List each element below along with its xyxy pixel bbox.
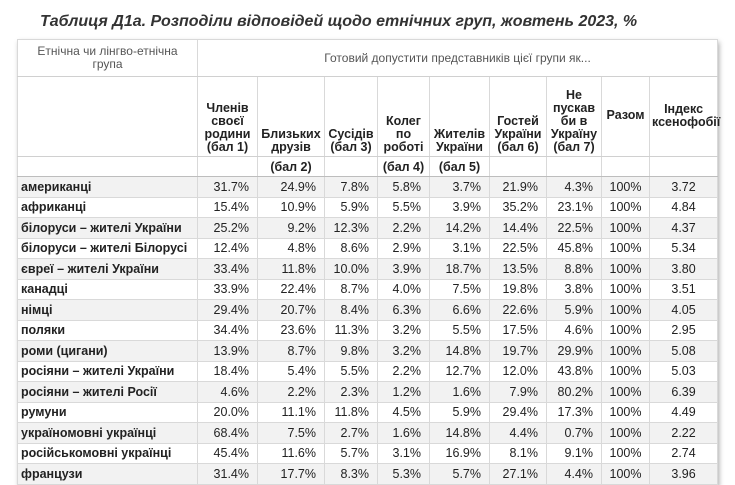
group-header-line1: Етнічна чи лінгво-етнічна — [37, 44, 178, 58]
row-group-label: німці — [18, 300, 198, 321]
total-cell: 100% — [602, 218, 650, 239]
percent-cell: 8.7% — [258, 341, 325, 362]
column-header-line: роботі — [383, 140, 424, 154]
percent-cell: 2.7% — [325, 423, 378, 444]
percent-cell: 16.9% — [430, 443, 490, 464]
table-row — [18, 300, 718, 321]
percent-cell: 2.2% — [378, 218, 430, 239]
percent-cell: 4.6% — [198, 382, 258, 403]
percent-cell: 35.2% — [490, 197, 547, 218]
percent-cell: 12.3% — [325, 218, 378, 239]
total-cell: 100% — [602, 341, 650, 362]
row-group-label: роми (цигани) — [18, 341, 198, 362]
table-row — [18, 443, 718, 464]
percent-cell: 1.6% — [430, 382, 490, 403]
sub-header-5: (бал 5) — [430, 157, 490, 177]
total-cell: 100% — [602, 320, 650, 341]
percent-cell: 3.2% — [378, 341, 430, 362]
percent-cell: 31.7% — [198, 177, 258, 198]
xenophobia-index-cell: 4.84 — [650, 197, 718, 218]
percent-cell: 15.4% — [198, 197, 258, 218]
percent-cell: 4.5% — [378, 402, 430, 423]
total-cell: 100% — [602, 197, 650, 218]
table-row — [18, 238, 718, 259]
column-header-line: (бал 7) — [553, 140, 595, 154]
percent-cell: 5.4% — [258, 361, 325, 382]
column-header-1 — [198, 77, 258, 157]
column-header-line: Сусідів — [328, 127, 374, 141]
percent-cell: 5.5% — [378, 197, 430, 218]
percent-cell: 18.4% — [198, 361, 258, 382]
percent-cell: 5.7% — [325, 443, 378, 464]
column-header-line: України — [436, 140, 483, 154]
row-group-label: африканці — [18, 197, 198, 218]
total-cell: 100% — [602, 464, 650, 485]
percent-cell: 5.9% — [430, 402, 490, 423]
row-group-label: американці — [18, 177, 198, 198]
percent-cell: 12.0% — [490, 361, 547, 382]
row-group-label: росіяни – жителі Росії — [18, 382, 198, 403]
percent-cell: 7.8% — [325, 177, 378, 198]
percent-cell: 5.5% — [325, 361, 378, 382]
percent-cell: 19.8% — [490, 279, 547, 300]
percent-cell: 9.1% — [547, 443, 602, 464]
percent-cell: 11.3% — [325, 320, 378, 341]
percent-cell: 21.9% — [490, 177, 547, 198]
sub-header-4: (бал 4) — [378, 157, 430, 177]
percent-cell: 3.2% — [378, 320, 430, 341]
group-column-header — [18, 40, 198, 77]
xenophobia-index-cell: 2.95 — [650, 320, 718, 341]
percent-cell: 11.1% — [258, 402, 325, 423]
total-cell: 100% — [602, 402, 650, 423]
percent-cell: 10.0% — [325, 259, 378, 280]
percent-cell: 8.4% — [325, 300, 378, 321]
percent-cell: 17.5% — [490, 320, 547, 341]
table-row — [18, 382, 718, 403]
percent-cell: 13.9% — [198, 341, 258, 362]
xenophobia-index-cell: 3.72 — [650, 177, 718, 198]
column-header-4 — [378, 77, 430, 157]
table-body — [18, 177, 718, 485]
percent-cell: 23.6% — [258, 320, 325, 341]
percent-cell: 14.8% — [430, 341, 490, 362]
sub-header-6 — [490, 157, 547, 177]
percent-cell: 22.6% — [490, 300, 547, 321]
percent-cell: 8.3% — [325, 464, 378, 485]
percent-cell: 34.4% — [198, 320, 258, 341]
percent-cell: 9.8% — [325, 341, 378, 362]
total-cell: 100% — [602, 177, 650, 198]
percent-cell: 18.7% — [430, 259, 490, 280]
column-header-5 — [430, 77, 490, 157]
percent-cell: 33.4% — [198, 259, 258, 280]
xenophobia-index-cell: 3.51 — [650, 279, 718, 300]
column-header-6 — [490, 77, 547, 157]
percent-cell: 7.5% — [430, 279, 490, 300]
percent-cell: 14.2% — [430, 218, 490, 239]
percent-cell: 5.9% — [325, 197, 378, 218]
column-header-line: Близьких — [261, 127, 321, 141]
total-cell: 100% — [602, 361, 650, 382]
header-row-sub — [18, 157, 718, 177]
percent-cell: 25.2% — [198, 218, 258, 239]
percent-cell: 20.7% — [258, 300, 325, 321]
xenophobia-index-cell: 6.39 — [650, 382, 718, 403]
total-cell: 100% — [602, 238, 650, 259]
sub-header-1 — [198, 157, 258, 177]
group-header-line2: група — [92, 57, 123, 71]
percent-cell: 17.7% — [258, 464, 325, 485]
percent-cell: 8.7% — [325, 279, 378, 300]
percent-cell: 4.0% — [378, 279, 430, 300]
percent-cell: 33.9% — [198, 279, 258, 300]
column-header-line: Гостей — [497, 114, 539, 128]
percent-cell: 20.0% — [198, 402, 258, 423]
percent-cell: 19.7% — [490, 341, 547, 362]
xenophobia-index-cell: 3.96 — [650, 464, 718, 485]
column-header-line: Членів — [206, 101, 249, 115]
row-group-label: білоруси – жителі України — [18, 218, 198, 239]
percent-cell: 3.1% — [430, 238, 490, 259]
column-header-8 — [602, 77, 650, 157]
percent-cell: 2.9% — [378, 238, 430, 259]
header-row-top — [18, 40, 718, 77]
percent-cell: 29.9% — [547, 341, 602, 362]
percent-cell: 2.2% — [258, 382, 325, 403]
column-header-line: Колег — [386, 114, 421, 128]
table-row — [18, 423, 718, 444]
percent-cell: 22.5% — [490, 238, 547, 259]
percent-cell: 7.9% — [490, 382, 547, 403]
percent-cell: 17.3% — [547, 402, 602, 423]
sub-header-blank-cell — [18, 157, 198, 177]
column-header-9 — [650, 77, 721, 157]
percent-cell: 68.4% — [198, 423, 258, 444]
percent-cell: 5.3% — [378, 464, 430, 485]
xenophobia-index-cell: 4.49 — [650, 402, 718, 423]
table-row — [18, 259, 718, 280]
percent-cell: 80.2% — [547, 382, 602, 403]
percent-cell: 13.5% — [490, 259, 547, 280]
column-header-3 — [325, 77, 378, 157]
sub-header-8 — [602, 157, 650, 177]
xenophobia-index-cell: 4.05 — [650, 300, 718, 321]
sub-header-7 — [547, 157, 602, 177]
column-header-line: Україну — [550, 127, 598, 141]
column-header-line: Індекс — [664, 101, 704, 116]
percent-cell: 2.2% — [378, 361, 430, 382]
row-group-label: україномовні українці — [18, 423, 198, 444]
row-group-label: білоруси – жителі Білорусі — [18, 238, 198, 259]
percent-cell: 12.7% — [430, 361, 490, 382]
percent-cell: 1.6% — [378, 423, 430, 444]
xenophobia-index-cell: 2.74 — [650, 443, 718, 464]
xenophobia-index-cell: 5.34 — [650, 238, 718, 259]
percent-cell: 4.6% — [547, 320, 602, 341]
percent-cell: 45.4% — [198, 443, 258, 464]
table-row — [18, 402, 718, 423]
row-group-label: росіяни – жителі України — [18, 361, 198, 382]
percent-cell: 3.9% — [378, 259, 430, 280]
header-blank-cell — [18, 77, 198, 157]
percent-cell: 3.8% — [547, 279, 602, 300]
column-header-2 — [258, 77, 325, 157]
column-header-line: Не — [566, 88, 582, 102]
total-cell: 100% — [602, 259, 650, 280]
table-row — [18, 320, 718, 341]
xenophobia-index-cell: 5.08 — [650, 341, 718, 362]
percent-cell: 3.7% — [430, 177, 490, 198]
row-group-label: французи — [18, 464, 198, 485]
percent-cell: 5.5% — [430, 320, 490, 341]
table-row — [18, 341, 718, 362]
sub-header-3 — [325, 157, 378, 177]
percent-cell: 4.8% — [258, 238, 325, 259]
percent-cell: 7.5% — [258, 423, 325, 444]
percent-cell: 4.3% — [547, 177, 602, 198]
percent-cell: 8.8% — [547, 259, 602, 280]
row-group-label: російськомовні українці — [18, 443, 198, 464]
table-row — [18, 464, 718, 485]
percent-cell: 8.1% — [490, 443, 547, 464]
percent-cell: 1.2% — [378, 382, 430, 403]
column-header-line: ксенофобії — [652, 114, 721, 129]
column-header-line: би в — [560, 114, 588, 128]
percent-cell: 14.8% — [430, 423, 490, 444]
total-cell: 100% — [602, 279, 650, 300]
total-cell: 100% — [602, 382, 650, 403]
percent-cell: 27.1% — [490, 464, 547, 485]
sub-header-2: (бал 2) — [258, 157, 325, 177]
table-row — [18, 279, 718, 300]
ready-to-admit-header: Готовий допустити представників цієї групи як... — [198, 40, 718, 77]
column-header-line: по — [395, 127, 412, 141]
row-group-label: євреї – жителі України — [18, 259, 198, 280]
xenophobia-index-cell: 5.03 — [650, 361, 718, 382]
percent-cell: 29.4% — [490, 402, 547, 423]
percent-cell: 2.3% — [325, 382, 378, 403]
column-header-line: (бал 6) — [497, 140, 539, 154]
percent-cell: 6.3% — [378, 300, 430, 321]
row-group-label: поляки — [18, 320, 198, 341]
xenophobia-index-cell: 3.80 — [650, 259, 718, 280]
percent-cell: 14.4% — [490, 218, 547, 239]
percent-cell: 6.6% — [430, 300, 490, 321]
total-cell: 100% — [602, 443, 650, 464]
xenophobia-index-cell: 2.22 — [650, 423, 718, 444]
distribution-table — [17, 39, 721, 485]
percent-cell: 11.8% — [325, 402, 378, 423]
row-group-label: румуни — [18, 402, 198, 423]
xenophobia-index-cell: 4.37 — [650, 218, 718, 239]
percent-cell: 0.7% — [547, 423, 602, 444]
percent-cell: 11.6% — [258, 443, 325, 464]
column-header-line: пускав — [552, 101, 596, 115]
column-header-line: друзів — [271, 140, 311, 154]
total-cell: 100% — [602, 423, 650, 444]
column-header-line: своєї — [211, 114, 244, 128]
percent-cell: 45.8% — [547, 238, 602, 259]
total-cell: 100% — [602, 300, 650, 321]
percent-cell: 4.4% — [547, 464, 602, 485]
percent-cell: 5.9% — [547, 300, 602, 321]
percent-cell: 10.9% — [258, 197, 325, 218]
percent-cell: 11.8% — [258, 259, 325, 280]
column-header-line: родини — [204, 127, 251, 141]
percent-cell: 3.1% — [378, 443, 430, 464]
percent-cell: 3.9% — [430, 197, 490, 218]
column-header-line: (бал 1) — [206, 140, 249, 154]
table-row — [18, 218, 718, 239]
table-container — [17, 39, 721, 485]
percent-cell: 5.7% — [430, 464, 490, 485]
table-row — [18, 177, 718, 198]
column-header-line: (бал 3) — [330, 140, 372, 154]
header-row-columns — [18, 77, 718, 157]
percent-cell: 5.8% — [378, 177, 430, 198]
table-title: Таблиця Д1а. Розподіли відповідей щодо етнічних груп, жовтень 2023, % — [40, 13, 638, 30]
percent-cell: 22.4% — [258, 279, 325, 300]
percent-cell: 12.4% — [198, 238, 258, 259]
column-header-line: Разом — [606, 108, 645, 122]
percent-cell: 43.8% — [547, 361, 602, 382]
sub-header-9 — [650, 157, 718, 177]
percent-cell: 9.2% — [258, 218, 325, 239]
table-row — [18, 361, 718, 382]
column-header-line: України — [494, 127, 542, 141]
percent-cell: 31.4% — [198, 464, 258, 485]
percent-cell: 24.9% — [258, 177, 325, 198]
percent-cell: 29.4% — [198, 300, 258, 321]
percent-cell: 22.5% — [547, 218, 602, 239]
row-group-label: канадці — [18, 279, 198, 300]
column-header-line: Жителів — [433, 127, 486, 141]
table-row — [18, 197, 718, 218]
percent-cell: 23.1% — [547, 197, 602, 218]
column-header-7 — [547, 77, 602, 157]
percent-cell: 8.6% — [325, 238, 378, 259]
percent-cell: 4.4% — [490, 423, 547, 444]
